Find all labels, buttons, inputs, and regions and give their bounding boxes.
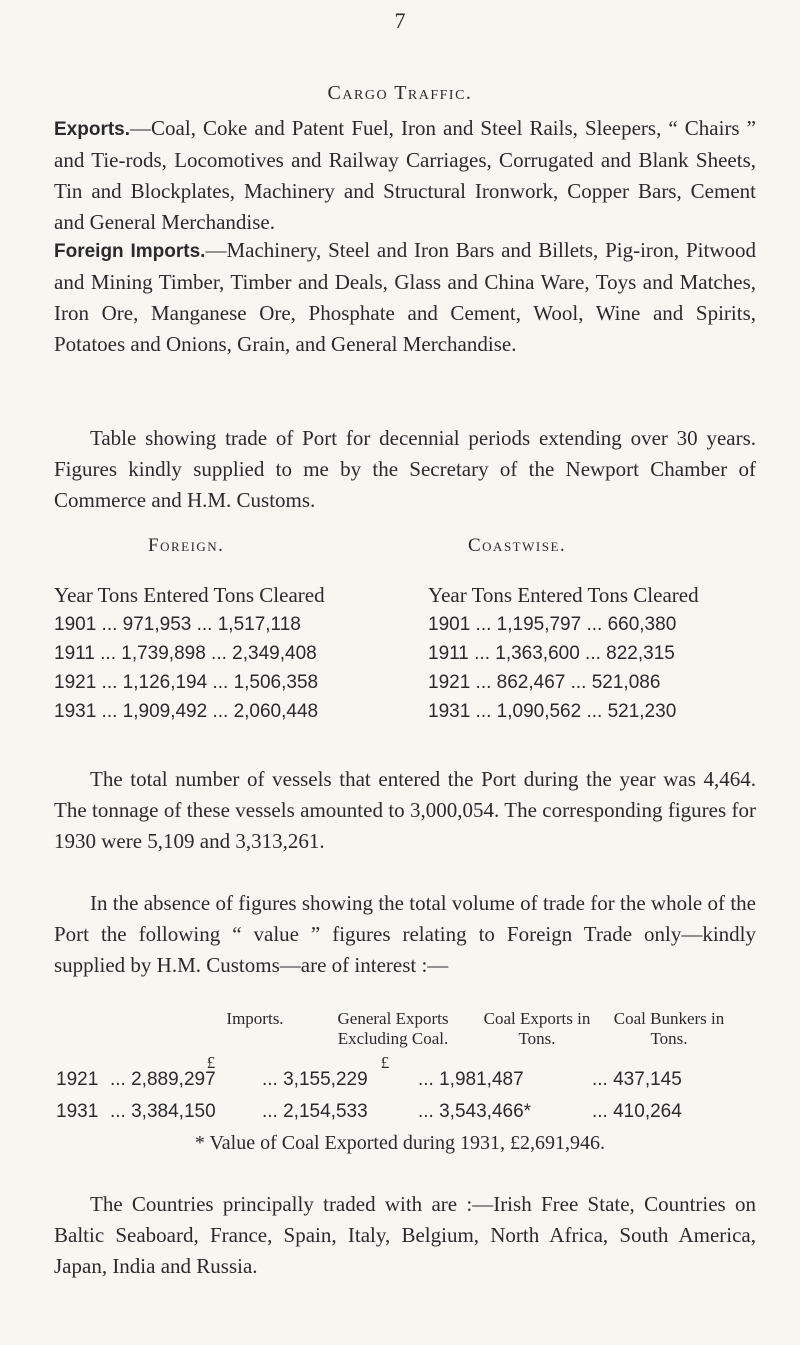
foreign-section-title: Foreign. — [148, 535, 225, 556]
page-number: 7 — [394, 8, 406, 33]
foreign-table — [54, 581, 325, 726]
imports-label: Foreign Imports. — [54, 241, 206, 262]
table-row: 1921 ... 1,126,194 ... 1,506,358 — [54, 672, 319, 693]
table-row: 1921 ... 862,467 ... 521,086 — [428, 672, 661, 693]
coal-value-footnote: * Value of Coal Exported during 1931, £2,691,946. — [194, 1132, 606, 1154]
exports-text: —Coal, Coke and Patent Fuel, Iron and Steel Rails, Sleepers, “ Chairs ” and Tie-rods, Locomotives and Railway Carriages, Corrugated and Blank Sheets, Tin and Blockplates, Machinery and Structural Ironwork, Copper Bars, Cement and General Merchandise. — [54, 116, 756, 234]
coal-exports-cell: ... 3,543,466* — [418, 1101, 532, 1122]
value-intro-paragraph: In the absence of figures showing the total volume of trade for the whole of the Port the following “ value ” figures relating to Foreign Trade only—kindly supplied by H.M. Customs—are of interest :— — [54, 891, 756, 977]
coal-bunkers-column-header: Coal Bunkers in Tons. — [613, 1009, 725, 1048]
imports-text: —Machinery, Steel and Iron Bars and Billets, Pig-iron, Pitwood and Mining Timber, Timber and Deals, Glass and China Ware, Toys and Matches, Iron Ore, Manganese Ore, Phosphate and Cement, Wool, Wine and Spirits, Potatoes and Onions, Grain, and General Merchandise. — [54, 238, 756, 356]
year-cell: 1921 — [56, 1069, 99, 1090]
table-row: 1911 ... 1,363,600 ... 822,315 — [428, 643, 675, 664]
imports-column-header: Imports. — [226, 1009, 284, 1028]
table-row: 1901 ... 971,953 ... 1,517,118 — [54, 614, 301, 635]
table-row: 1931 ... 1,090,562 ... 521,230 — [428, 701, 677, 722]
coal-exports-column-header: Coal Exports in Tons. — [483, 1009, 591, 1048]
vessels-paragraph: The total number of vessels that entered the Port during the year was 4,464. The tonnage of these vessels amounted to 3,000,054. The corresponding figures for 1930 were 5,109 and 3,313,261. — [54, 767, 756, 853]
coal-bunkers-cell: ... 437,145 — [592, 1069, 682, 1090]
table-row: 1901 ... 1,195,797 ... 660,380 — [428, 614, 677, 635]
year-cell: 1931 — [56, 1101, 99, 1122]
imports-cell: ... 2,889,297 — [110, 1069, 216, 1090]
page-title: Cargo Traffic. — [327, 82, 473, 104]
coal-exports-cell: ... 1,981,487 — [418, 1069, 524, 1090]
coastwise-table — [428, 581, 699, 726]
general-exports-cell: ... 2,154,533 — [262, 1101, 368, 1122]
general-exports-column-header: General Exports Excluding Coal. — [337, 1009, 449, 1048]
exports-label: Exports. — [54, 119, 131, 140]
imports-cell: ... 3,384,150 — [110, 1101, 216, 1122]
table-intro-paragraph: Table showing trade of Port for decennial periods extending over 30 years. Figures kindly supplied to me by the Secretary of the Newport Chamber of Commerce and H.M. Customs. — [54, 426, 756, 512]
coal-bunkers-cell: ... 410,264 — [592, 1101, 682, 1122]
imports-currency: £ — [206, 1053, 216, 1072]
table-row: 1911 ... 1,739,898 ... 2,349,408 — [54, 643, 317, 664]
exports-currency: £ — [380, 1053, 390, 1072]
coastwise-section-title: Coastwise. — [468, 535, 567, 556]
general-exports-cell: ... 3,155,229 — [262, 1069, 368, 1090]
table-row: 1931 ... 1,909,492 ... 2,060,448 — [54, 701, 319, 722]
foreign-table-header: Year Tons Entered Tons Cleared — [54, 583, 325, 607]
coastwise-table-header: Year Tons Entered Tons Cleared — [428, 583, 699, 607]
exports-paragraph — [54, 113, 756, 238]
countries-paragraph: The Countries principally traded with are :—Irish Free State, Countries on Baltic Seaboard, France, Spain, Italy, Belgium, North Africa, South America, Japan, India and Russia. — [54, 1192, 756, 1278]
imports-paragraph — [54, 235, 756, 360]
